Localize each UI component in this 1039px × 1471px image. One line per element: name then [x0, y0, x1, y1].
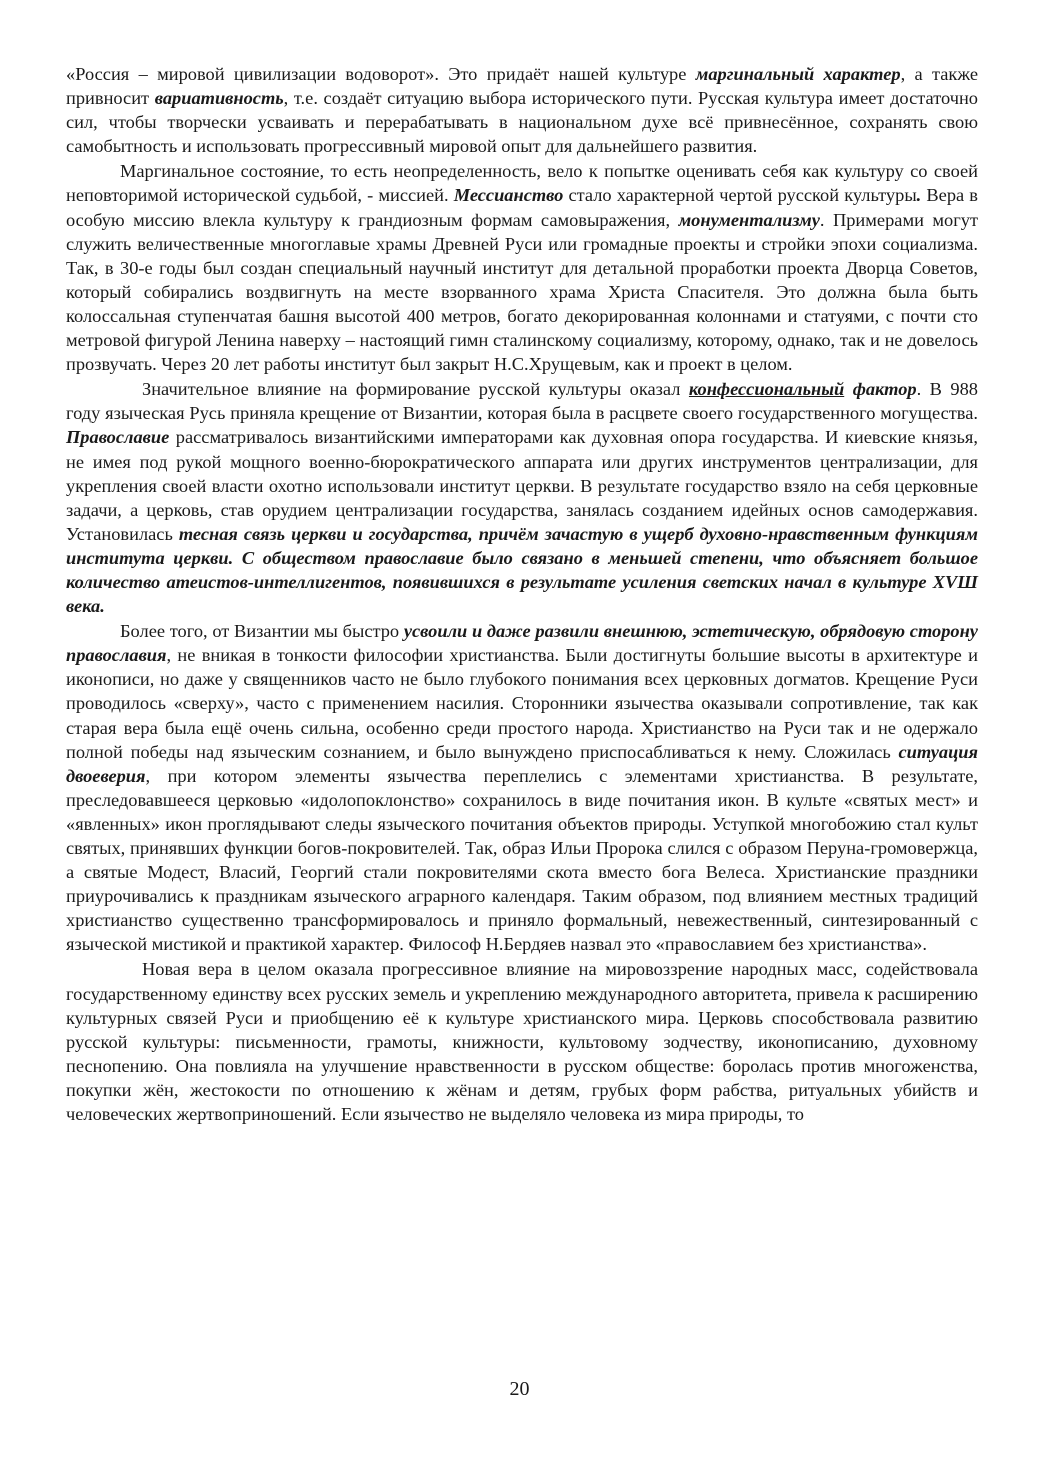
- text-run: Значительное влияние на формирование русской культуры оказал: [142, 379, 689, 400]
- text-run: Маргинальное состояние, то есть неопределенность, вело к попытке оценивать себя как культуру со своей неповторимой исторической судьбой, - миссией.: [66, 161, 978, 206]
- text-run: Новая вера в целом оказала прогрессивное влияние на мировоззрение народных масс, содействовала государственному единству всех русских земель и укреплению международного авторитета, привела к расширению культурных связей Руси и приобщению её к культуре христианского мира. Церковь способствовала развитию русской культуры: письменности, грамоты, книжности, культовому зодчеству, иконописанию, духовному песнопению. Она повлияла на улучшение нравственности в русском обществе: боролась против многоженства, покупки жён, жестокости по отношению к жёнам и детям, грубых форм рабства, ритуальных убийств и человеческих жертвоприношений. Если язычество не выделяло человека из мира природы, то: [66, 959, 978, 1125]
- emphasis-text: конфессиональный: [688, 379, 845, 400]
- paragraph-5: [66, 957, 978, 1126]
- text-run: , т.е. создаёт ситуацию выбора исторического пути. Русская культура имеет достаточно сил, чтобы творчески усваивать и перерабатывать в национальном духе всё привнесённое, сохранять свою самобытность и использовать прогрессивный мировой опыт для дальнейшего развития.: [66, 88, 978, 157]
- text-run: стало характерной чертой русской культуры: [563, 185, 917, 206]
- text-run: «Россия – мировой цивилизации водоворот». Это придаёт нашей культуре: [66, 64, 696, 84]
- paragraph-3: [66, 377, 978, 618]
- text-run: , а также привносит: [66, 64, 978, 109]
- emphasis-text: Православие: [66, 427, 170, 448]
- emphasis-text: маргинальный характер: [695, 64, 901, 84]
- emphasis-text: монументализму: [678, 209, 820, 230]
- text-run: , не вникая в тонкости философии христианства. Были достигнуты большие высоты в архитектуре и иконописи, но даже у священников часто не было глубокого понимания всех церковных догматов. Крещение Руси проводилось «сверху», часто с применением насилия. Сторонники язычества оказывали сопротивление, так как старая вера была ещё очень сильна, особенно среди простого народа. Христианство на Руси так и не одержало полной победы над языческим сознанием, и было вынуждено приспосабливаться к нему. Сложилась: [66, 645, 978, 762]
- text-run: . В 988 году языческая Русь приняла крещение от Византии, которая была в расцвете своего государственного могущества.: [66, 379, 978, 424]
- text-run: Вера в особую миссию влекла культуру к грандиозным формам самовыражения,: [66, 185, 978, 230]
- text-run: , при котором элементы язычества переплелись с элементами христианства. В результате, преследовавшееся церковью «идолопоклонство» сохранилось в виде почитания икон. В культе «святых мест» и «явленных» икон проглядывают следы языческого почитания объектов природы. Уступкой многобожию стал культ святых, принявших функции богов-покровителей. Так, образ Ильи Пророка слился с образом Перуна-громовержца, а святые Модест, Власий, Георгий стали покровителями скота вместо бога Велеса. Христианские праздники приурочивались к праздникам языческого аграрного календаря. Таким образом, под влиянием местных традиций христианство существенно трансформировалось и приняло формальный, невежественный, синтезированный с языческой мистикой и практикой характер. Философ Н.Бердяев назвал это «православием без христианства».: [66, 765, 978, 955]
- page-number: 20: [509, 1378, 530, 1400]
- text-run: [844, 379, 852, 399]
- document-page: [66, 62, 978, 1127]
- paragraph-4: [66, 619, 978, 956]
- emphasis-text: усвоили и даже развили внешнюю, эстетическую, обрядовую сторону православия: [66, 621, 978, 666]
- emphasis-text: ситуация двоеверия: [66, 741, 978, 786]
- emphasis-text: тесная связь церкви и государства, причём зачастую в ущерб духовно-нравственным функциям института церкви. С обществом православие было связано в меньшей степени, что объясняет большое количество атеистов-интеллигентов, появившихся в результате усиления светских начал в культуре XVШ века.: [66, 523, 978, 617]
- text-run: рассматривалось византийскими императорами как духовная опора государства. И киевские князья, не имея под рукой мощного военно-бюрократического аппарата или других инструментов централизации, для укрепления своей власти охотно использовали институт церкви. В результате государство взяло на себя церковные задачи, а церковь, став орудием централизации государства, занялась созданием идейных основ самодержавия. Установилась: [66, 427, 978, 544]
- emphasis-text: фактор: [852, 379, 917, 400]
- emphasis-text: Мессианство: [453, 185, 564, 206]
- emphasis-text: .: [916, 185, 922, 206]
- emphasis-text: вариативность: [154, 88, 284, 109]
- paragraph-1: [66, 62, 978, 158]
- text-run: . Примерами могут служить величественные многоглавые храмы Древней Руси или громадные проекты и стройки эпохи социализма. Так, в 30-е годы был создан специальный научный институт для детальной проработки проекта Дворца Советов, который собирались воздвигнуть на месте взорванного храма Христа Спасителя. Это должна была быть колоссальная ступенчатая башня высотой 400 метров, богато декорированная колоннами и статуями, с почти сто метровой фигурой Ленина наверху – настоящий гимн сталинскому социализму, которому, однако, так и не довелось прозвучать. Через 20 лет работы институт был закрыт Н.С.Хрущевым, как и проект в целом.: [66, 209, 978, 375]
- text-run: Более того, от Византии мы быстро: [120, 621, 404, 642]
- paragraph-2: [66, 159, 978, 376]
